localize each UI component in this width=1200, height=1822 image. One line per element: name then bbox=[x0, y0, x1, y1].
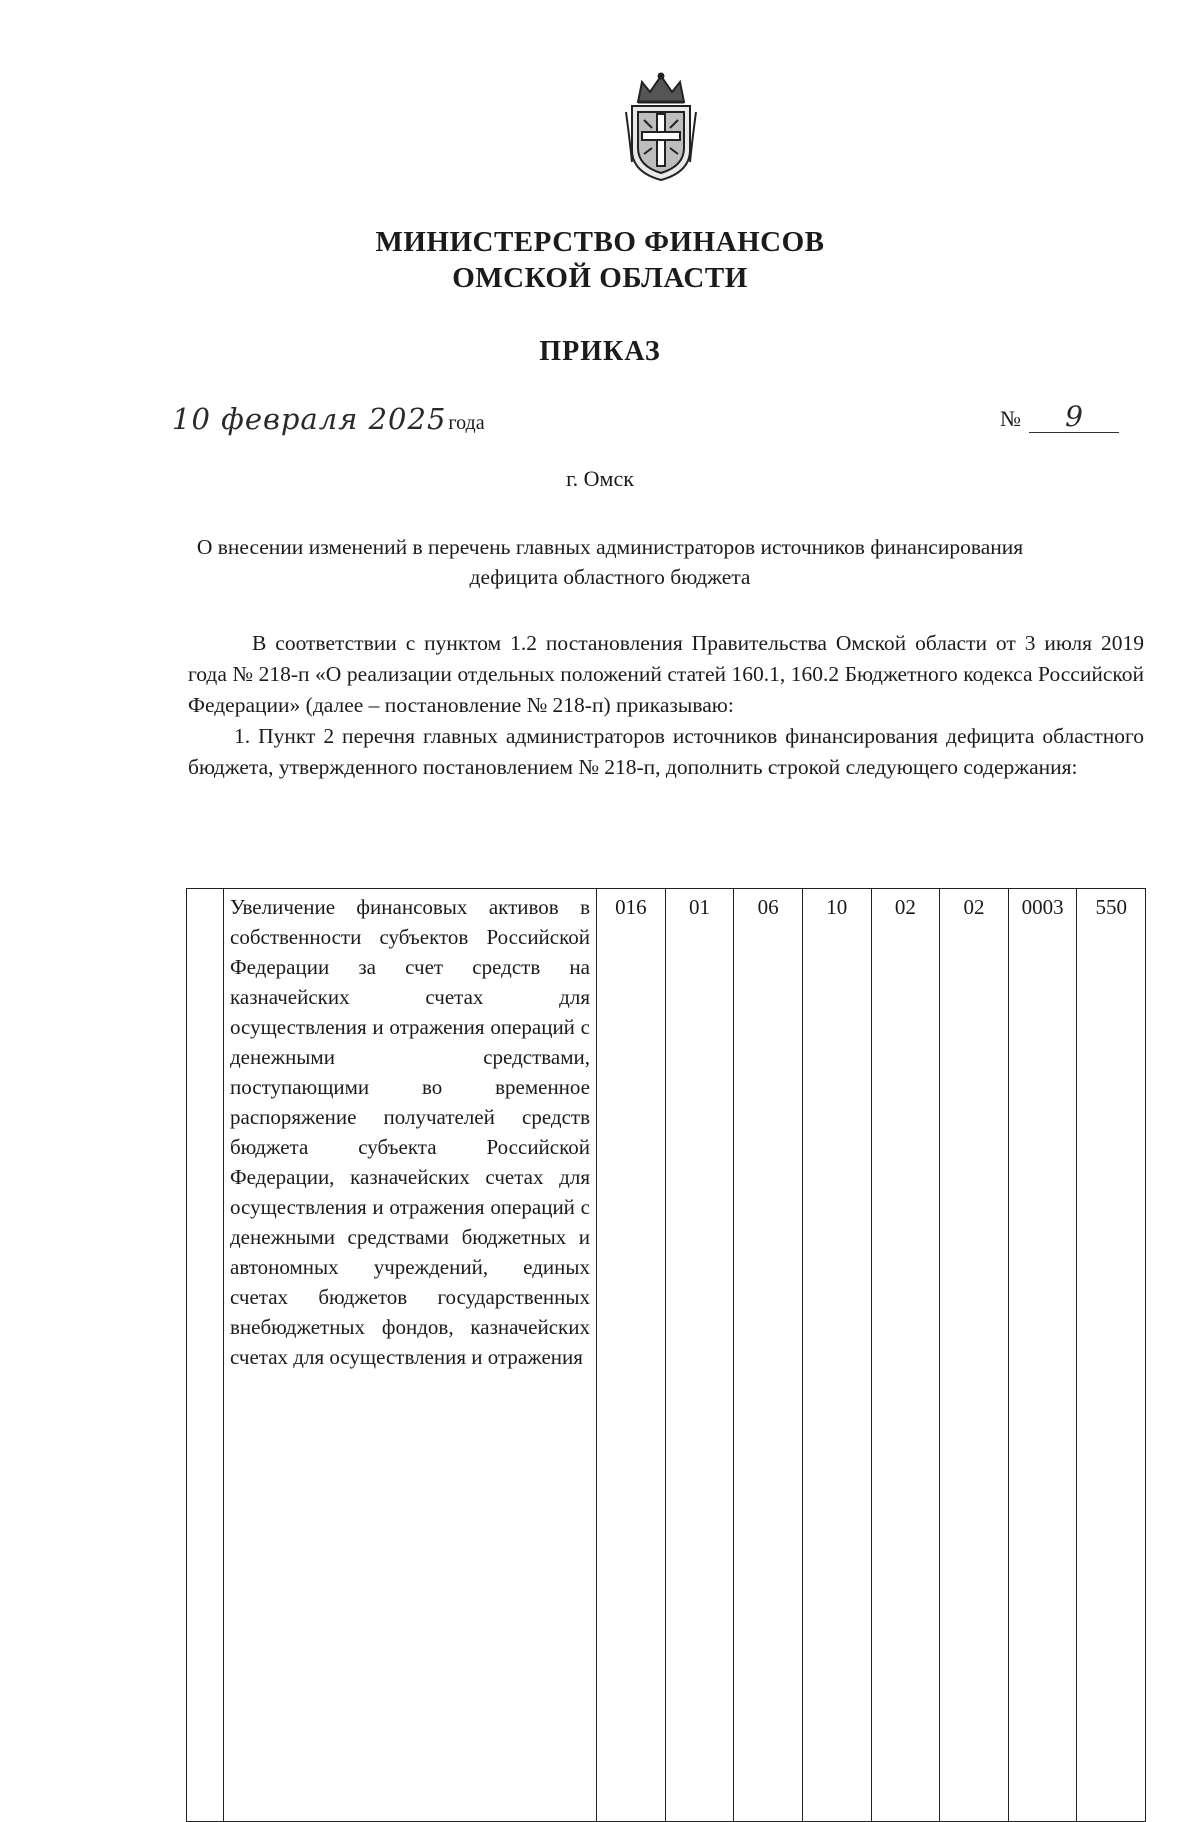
handwritten-number: 9 bbox=[1029, 402, 1119, 433]
paragraph-item-1: 1. Пункт 2 перечня главных администраторов источников финансирования дефицита областного бюджета, утвержденного постановлением № 218-п, дополнить строкой следующего содержания: bbox=[188, 724, 1144, 779]
order-subject: О внесении изменений в перечень главных администраторов источников финансирования дефицита областного бюджета bbox=[196, 535, 1024, 589]
ministry-line-2: ОМСКОЙ ОБЛАСТИ bbox=[452, 262, 748, 294]
paragraph-preamble: В соответствии с пунктом 1.2 постановления Правительства Омской области от 3 июля 2019 года № 218-п «О реализации отдельных положений статей 160.1, 160.2 Бюджетного кодекса Российской Федерации» (далее – постановление № 218-п) приказываю: bbox=[188, 631, 1144, 717]
code-cell: 550 bbox=[1077, 889, 1146, 1822]
date-suffix: года bbox=[448, 412, 485, 434]
code-cell: 02 bbox=[871, 889, 940, 1822]
number-label: № bbox=[1000, 406, 1021, 431]
code-cell: 06 bbox=[734, 889, 803, 1822]
code-cell: 01 bbox=[665, 889, 734, 1822]
coat-of-arms-icon bbox=[624, 72, 698, 184]
order-number bbox=[1000, 402, 1119, 438]
amendment-table bbox=[186, 888, 1146, 1822]
source-name-cell: Увеличение финансовых активов в собственности субъектов Российской Федерации за счет средств на казначейских счетах для осуществления и отражения операций с денежными средствами, поступающими во временное распоряжение получателей средств бюджета субъекта Российской Федерации, казначейских счетах для осуществления и отражения операций с денежными средствами бюджетных и автономных учреждений, единых счетах бюджетов государственных внебюджетных фондов, казначейских счетах для осуществления и отражения bbox=[224, 889, 597, 1822]
code-cell: 02 bbox=[940, 889, 1009, 1822]
code-cell: 0003 bbox=[1008, 889, 1077, 1822]
row-number-cell bbox=[187, 889, 224, 1822]
order-body bbox=[188, 628, 1144, 783]
table-row bbox=[187, 889, 1146, 1822]
ministry-name bbox=[0, 224, 1200, 296]
code-cell: 10 bbox=[802, 889, 871, 1822]
order-date bbox=[172, 402, 485, 438]
ministry-line-1: МИНИСТЕРСТВО ФИНАНСОВ bbox=[375, 226, 825, 258]
handwritten-date: 10 февраля 2025 bbox=[172, 402, 447, 436]
document-type: ПРИКАЗ bbox=[539, 336, 661, 367]
city: г. Омск bbox=[566, 466, 634, 491]
code-cell: 016 bbox=[597, 889, 666, 1822]
